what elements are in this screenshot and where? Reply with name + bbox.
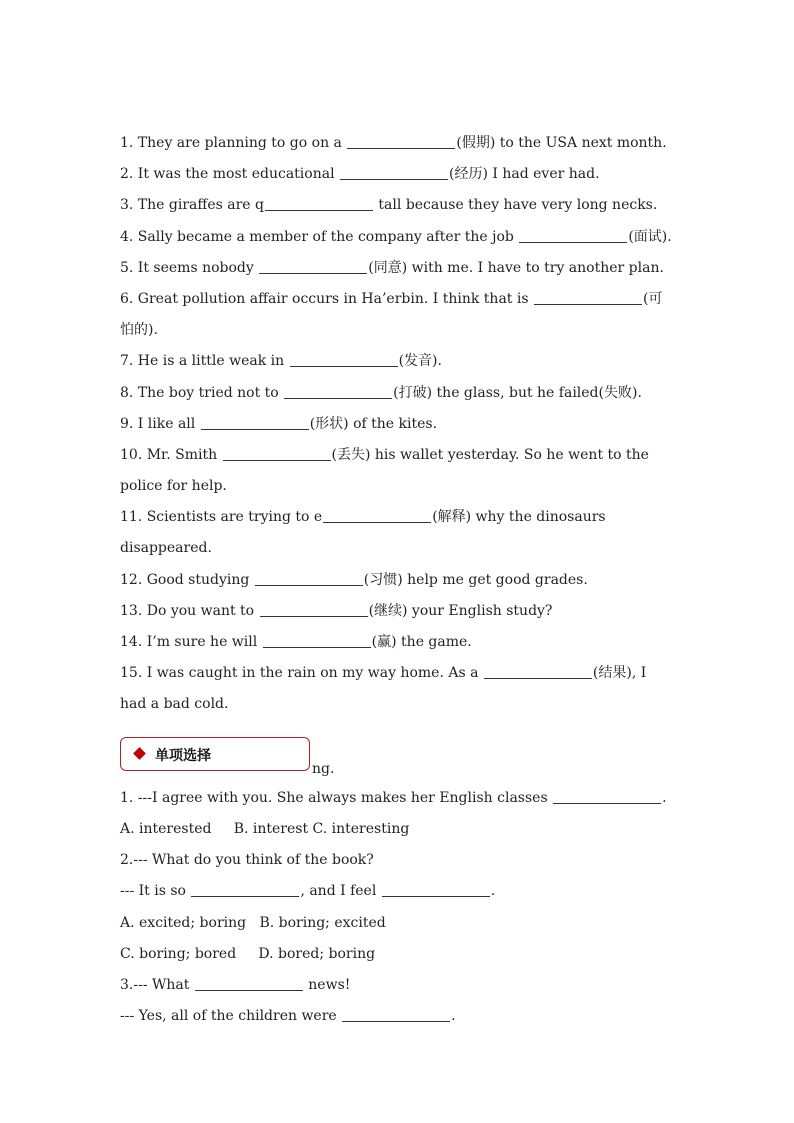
section-instruction-fragment: ng. (312, 761, 335, 777)
question-text: 15. I was caught in the rain on my way home. As a (120, 665, 483, 681)
question-hint: (可 (642, 291, 663, 307)
question-text: police for help. (120, 478, 227, 494)
answer-blank[interactable] (484, 664, 592, 679)
answer-blank[interactable] (323, 508, 431, 523)
question-hint: (经历) I had ever had. (449, 166, 600, 182)
question-hint: (解释) why the dinosaurs (432, 509, 606, 525)
question-text: 11. Scientists are trying to e (120, 509, 323, 525)
answer-blank[interactable] (259, 259, 367, 274)
answer-blank[interactable] (347, 134, 455, 149)
answer-blank[interactable] (382, 882, 490, 897)
question-14 (120, 632, 680, 652)
choice-options-2a (120, 913, 680, 933)
choice-question-3-dialogue (120, 1006, 680, 1026)
answer-blank[interactable] (342, 1007, 450, 1022)
answer-blank[interactable] (260, 602, 368, 617)
question-text: disappeared. (120, 540, 212, 556)
question-7 (120, 351, 680, 371)
answer-blank[interactable] (255, 571, 363, 586)
answer-blank[interactable] (195, 976, 303, 991)
question-punctuation: . (451, 1008, 456, 1024)
question-text: 8. The boy tried not to (120, 385, 284, 401)
answer-blank[interactable] (553, 789, 661, 804)
question-15 (120, 663, 680, 683)
question-hint: (丢失) his wallet yesterday. So he went to the (331, 447, 649, 463)
question-text: 14. I’m sure he will (120, 634, 262, 650)
section-title: 单项选择 (155, 748, 211, 764)
question-11-continued (120, 538, 680, 558)
question-hint: (赢) the game. (371, 634, 472, 650)
question-hint: (发音). (398, 353, 442, 369)
options-text: C. boring; bored D. bored; boring (120, 946, 376, 962)
question-hint: (假期) to the USA next month. (456, 135, 667, 151)
answer-blank[interactable] (223, 446, 331, 461)
choice-question-1 (120, 788, 680, 808)
answer-blank[interactable] (519, 228, 627, 243)
question-text: news! (303, 977, 351, 993)
question-12 (120, 570, 680, 590)
question-text: 1. They are planning to go on a (120, 135, 347, 151)
question-8 (120, 383, 680, 403)
question-hint: (继续) your English study? (368, 603, 553, 619)
question-text: 12. Good studying (120, 572, 254, 588)
answer-blank[interactable] (290, 352, 398, 367)
question-hint: tall because they have very long necks. (373, 197, 658, 213)
choice-options-2b (120, 944, 680, 964)
question-text: 怕的). (120, 322, 158, 338)
question-hint: (同意) with me. I have to try another plan. (368, 260, 664, 276)
answer-blank[interactable] (201, 415, 309, 430)
answer-blank[interactable] (265, 196, 373, 211)
question-text: --- Yes, all of the children were (120, 1008, 342, 1024)
question-text: 7. He is a little weak in (120, 353, 289, 369)
question-text: 2. It was the most educational (120, 166, 339, 182)
answer-blank[interactable] (191, 882, 299, 897)
question-10-continued (120, 476, 680, 496)
question-hint: (结果), I (592, 665, 647, 681)
question-2 (120, 164, 680, 184)
question-9 (120, 414, 680, 434)
question-10 (120, 445, 680, 465)
question-text: 6. Great pollution affair occurs in Ha’erbin. I think that is (120, 291, 533, 307)
question-6 (120, 289, 680, 309)
question-text: had a bad cold. (120, 696, 229, 712)
question-3 (120, 195, 680, 215)
question-hint: (形状) of the kites. (309, 416, 438, 432)
answer-blank[interactable] (340, 165, 448, 180)
question-text: 3.--- What (120, 977, 194, 993)
answer-blank[interactable] (534, 290, 642, 305)
diamond-icon (133, 747, 146, 760)
choice-question-3 (120, 975, 680, 995)
options-text: A. excited; boring B. boring; excited (120, 915, 386, 931)
choice-question-2 (120, 850, 680, 870)
choice-question-2-dialogue (120, 881, 680, 901)
question-13 (120, 601, 680, 621)
question-punctuation: . (490, 883, 496, 899)
answer-blank[interactable] (263, 633, 371, 648)
question-5 (120, 258, 680, 278)
question-text: 5. It seems nobody (120, 260, 259, 276)
question-4 (120, 227, 680, 247)
question-1 (120, 133, 680, 153)
question-text: 1. ---I agree with you. She always makes her English classes (120, 790, 553, 806)
section-header-multiple-choice (120, 737, 310, 771)
question-text: 13. Do you want to (120, 603, 259, 619)
question-punctuation: . (662, 790, 667, 806)
question-6-continued (120, 320, 680, 340)
options-text: A. interested B. interest C. interesting (120, 821, 410, 837)
question-hint: (面试). (628, 229, 672, 245)
question-text: , and I feel (300, 883, 381, 899)
question-text: 4. Sally became a member of the company after the job (120, 229, 519, 245)
question-text: 9. I like all (120, 416, 200, 432)
choice-options-1 (120, 819, 680, 839)
question-text: 2.--- What do you think of the book? (120, 852, 374, 868)
question-text: 3. The giraffes are q (120, 197, 264, 213)
question-text: 10. Mr. Smith (120, 447, 222, 463)
answer-blank[interactable] (284, 384, 392, 399)
question-hint: (打破) the glass, but he failed(失败). (393, 385, 642, 401)
question-15-continued (120, 694, 680, 714)
question-text: --- It is so (120, 883, 191, 899)
question-hint: (习惯) help me get good grades. (363, 572, 588, 588)
question-11 (120, 507, 680, 527)
